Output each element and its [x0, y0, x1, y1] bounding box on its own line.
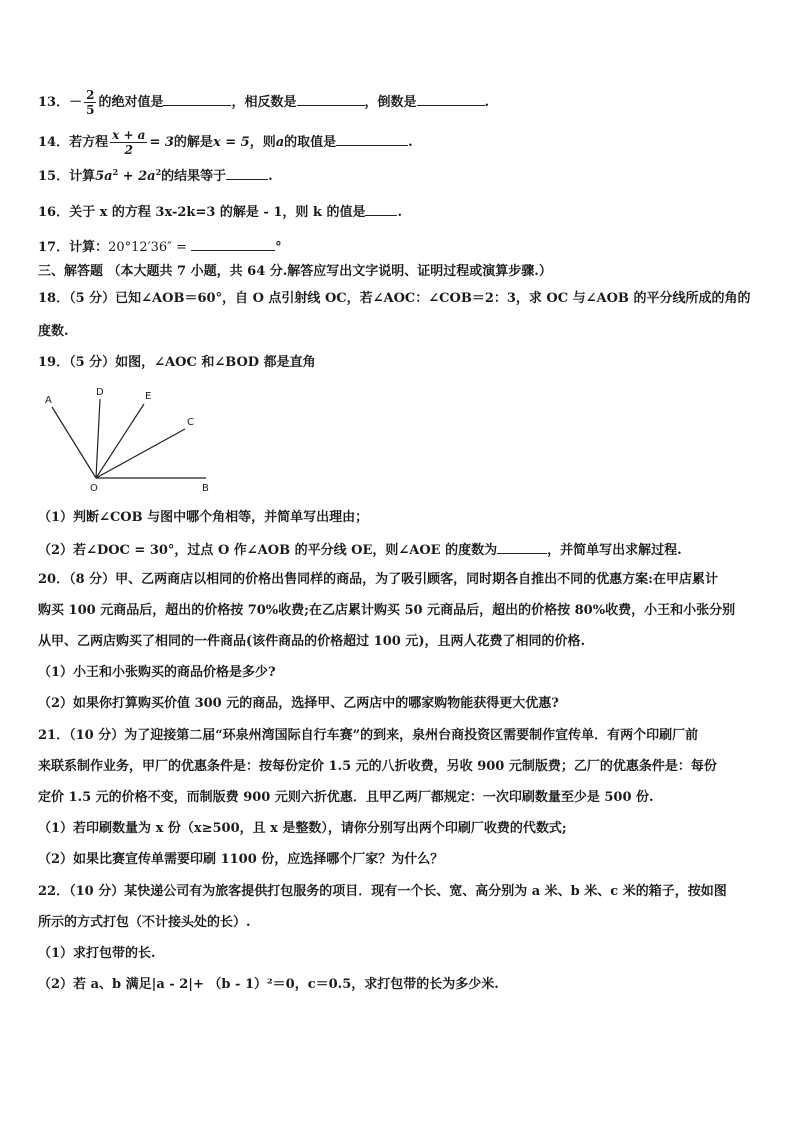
label-B: B — [202, 483, 209, 494]
answer-blank[interactable] — [336, 133, 408, 146]
question-21-cont: 来联系制作业务，甲厂的优惠条件是：按每份定价 1.5 元的八折收费，另收 900 元制版费；乙厂的优惠条件是：每份 — [38, 759, 717, 774]
question-13: 13．－ $\frac{2}{5}$ 的绝对值是 ，相反数是 ，倒数是 . — [38, 88, 490, 117]
ray-OC — [96, 429, 185, 478]
answer-blank[interactable] — [191, 238, 275, 251]
question-19-part2: （2）若∠DOC = 30°，过点 O 作∠AOB 的平分线 OE，则∠AOE 的度数为 ，并简单写出求解过程. — [38, 543, 682, 558]
fraction: $\frac{x + a}{2}$ — [112, 128, 146, 157]
ray-OD — [96, 399, 100, 478]
answer-blank[interactable] — [163, 93, 231, 106]
label-E: E — [145, 391, 152, 402]
question-18: 18．（5 分）已知∠AOB＝60°，自 O 点引射线 OC，若∠AOC：∠COB＝2：3，求 OC 与∠AOB 的平分线所成的角的 — [38, 291, 751, 306]
question-14: 14．若方程 $\frac{x + a}{2}$ = 3的解是x = 5，则a的取值是 . — [38, 128, 413, 157]
question-19: 19．（5 分）如图，∠AOC 和∠BOD 都是直角 — [38, 355, 316, 370]
label-D: D — [96, 387, 104, 398]
question-17: 17．计算：20°12′36″ = ° — [38, 240, 282, 255]
answer-blank[interactable] — [497, 541, 547, 554]
label-O: O — [90, 483, 98, 494]
question-20-part2: （2）如果你打算购买价值 300 元的商品，选择甲、乙两店中的哪家购物能获得更大优惠? — [38, 696, 559, 711]
question-18-cont: 度数. — [38, 324, 69, 339]
answer-blank[interactable] — [226, 167, 268, 180]
question-22-cont: 所示的方式打包（不计接头处的长）. — [38, 915, 251, 930]
angle-figure — [40, 384, 220, 496]
question-19-part1: （1）判断∠COB 与图中哪个角相等，并简单写出理由； — [38, 510, 369, 525]
question-22: 22．（10 分）某快递公司有为旅客提供打包服务的项目．现有一个长、宽、高分别为 a 米、b 米、c 米的箱子，按如图 — [38, 884, 727, 899]
question-20: 20．（8 分）甲、乙两商店以相同的价格出售同样的商品，为了吸引顾客，同时期各自推出不同的优惠方案:在甲店累计 — [38, 572, 718, 587]
question-15: 15．计算$5a^2 + 2a^2$的结果等于 . — [38, 167, 273, 184]
answer-blank[interactable] — [365, 203, 397, 216]
ray-OA — [52, 407, 96, 478]
fraction: $\frac{2}{5}$ — [86, 88, 95, 117]
question-16: 16．关于 x 的方程 3x-2k=3 的解是 - 1，则 k 的值是 . — [38, 205, 402, 220]
question-20-cont: 购买 100 元商品后，超出的价格按 70%收费;在乙店累计购买 50 元商品后，超出的价格按 80%收费，小王和小张分别 — [38, 603, 736, 618]
label-A: A — [45, 395, 52, 406]
label-C: C — [187, 417, 194, 428]
section-heading: 三、解答题 （本大题共 7 小题，共 64 分.解答应写出文字说明、证明过程或演算步骤.） — [38, 264, 552, 279]
question-21-cont: 定价 1.5 元的价格不变，而制版费 900 元则六折优惠．且甲乙两厂都规定：一次印刷数量至少是 500 份. — [38, 790, 654, 805]
question-20-cont: 从甲、乙两店购买了相同的一件商品(该件商品的价格超过 100 元)，且两人花费了相同的价格. — [38, 634, 586, 649]
ray-OE — [96, 404, 144, 478]
question-22-part2: （2）若 a、b 满足|a - 2|+ （b - 1）²＝0，c＝0.5，求打包带的长为多少米. — [38, 977, 499, 992]
question-21-part2: （2）如果比赛宣传单需要印刷 1100 份，应选择哪个厂家？为什么？ — [38, 852, 444, 867]
question-21-part1: （1）若印刷数量为 x 份（x≥500，且 x 是整数），请你分别写出两个印刷厂收费的代数式; — [38, 821, 567, 836]
answer-blank[interactable] — [417, 93, 485, 106]
question-22-part1: （1）求打包带的长. — [38, 946, 156, 961]
question-21: 21．（10 分）为了迎接第二届“环泉州湾国际自行车赛”的到来，泉州台商投资区需要制作宣传单．有两个印刷厂前 — [38, 728, 699, 743]
question-20-part1: （1）小王和小张购买的商品价格是多少? — [38, 665, 276, 680]
answer-blank[interactable] — [297, 93, 365, 106]
